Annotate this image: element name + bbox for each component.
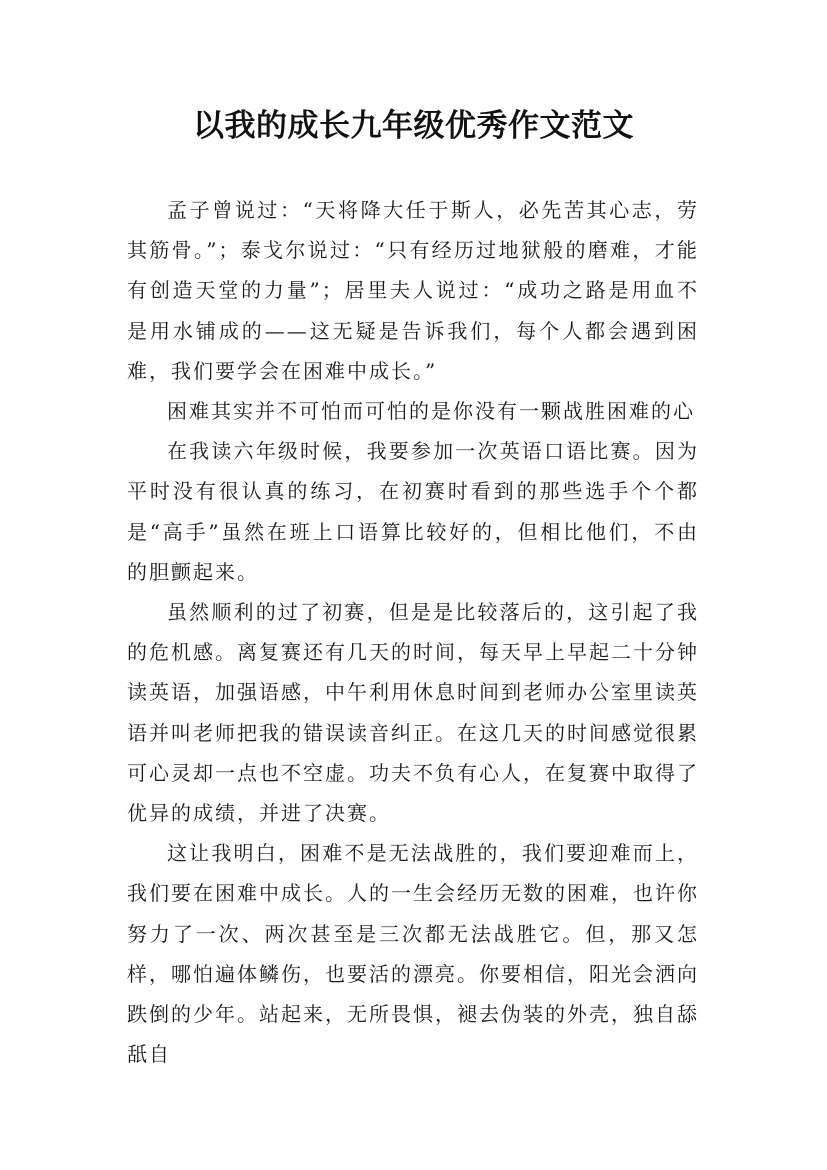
paragraph: 困难其实并不可怕而可怕的是你没有一颗战胜困难的心	[167, 399, 695, 424]
document-title: 以我的成长九年级优秀作文范文	[193, 108, 634, 144]
paragraph: 虽然顺利的过了初赛，但是是比较落后的，这引起了我的危机感。离复赛还有几天的时间，每天早上早起二十分钟读英语，加强语感，中午利用休息时间到老师办公室里读英语并叫老师把我的错误读音纠正。在这几天的时间感觉很累可心灵却一点也不空虚。功夫不负有心人，在复赛中取得了优异的成绩，并进了决赛。	[127, 600, 699, 826]
paragraph: 这让我明白，困难不是无法战胜的，我们要迎难而上，我们要在困难中成长。人的一生会经历无数的困难，也许你努力了一次、两次甚至是三次都无法战胜它。但，那又怎样，哪怕遍体鳞伤，也要活的漂亮。你要相信，阳光会洒向跌倒的少年。站起来，无所畏惧，褪去伪装的外壳，独自舔舐自	[127, 841, 699, 1067]
paragraph: 在我读六年级时候，我要参加一次英语口语比赛。因为平时没有很认真的练习，在初赛时看到的那些选手个个都是“高手”虽然在班上口语算比较好的，但相比他们，不由的胆颤起来。	[127, 439, 699, 584]
paragraph: 孟子曾说过：“天将降大任于斯人，必先苦其心志，劳其筋骨。”；泰戈尔说过：“只有经历过地狱般的磨难，才能有创造天堂的力量”；居里夫人说过：“成功之路是用血不是用水铺成的——这无疑是告诉我们，每个人都会遇到困难，我们要学会在困难中成长。”	[127, 198, 699, 383]
document-body	[127, 190, 699, 1074]
